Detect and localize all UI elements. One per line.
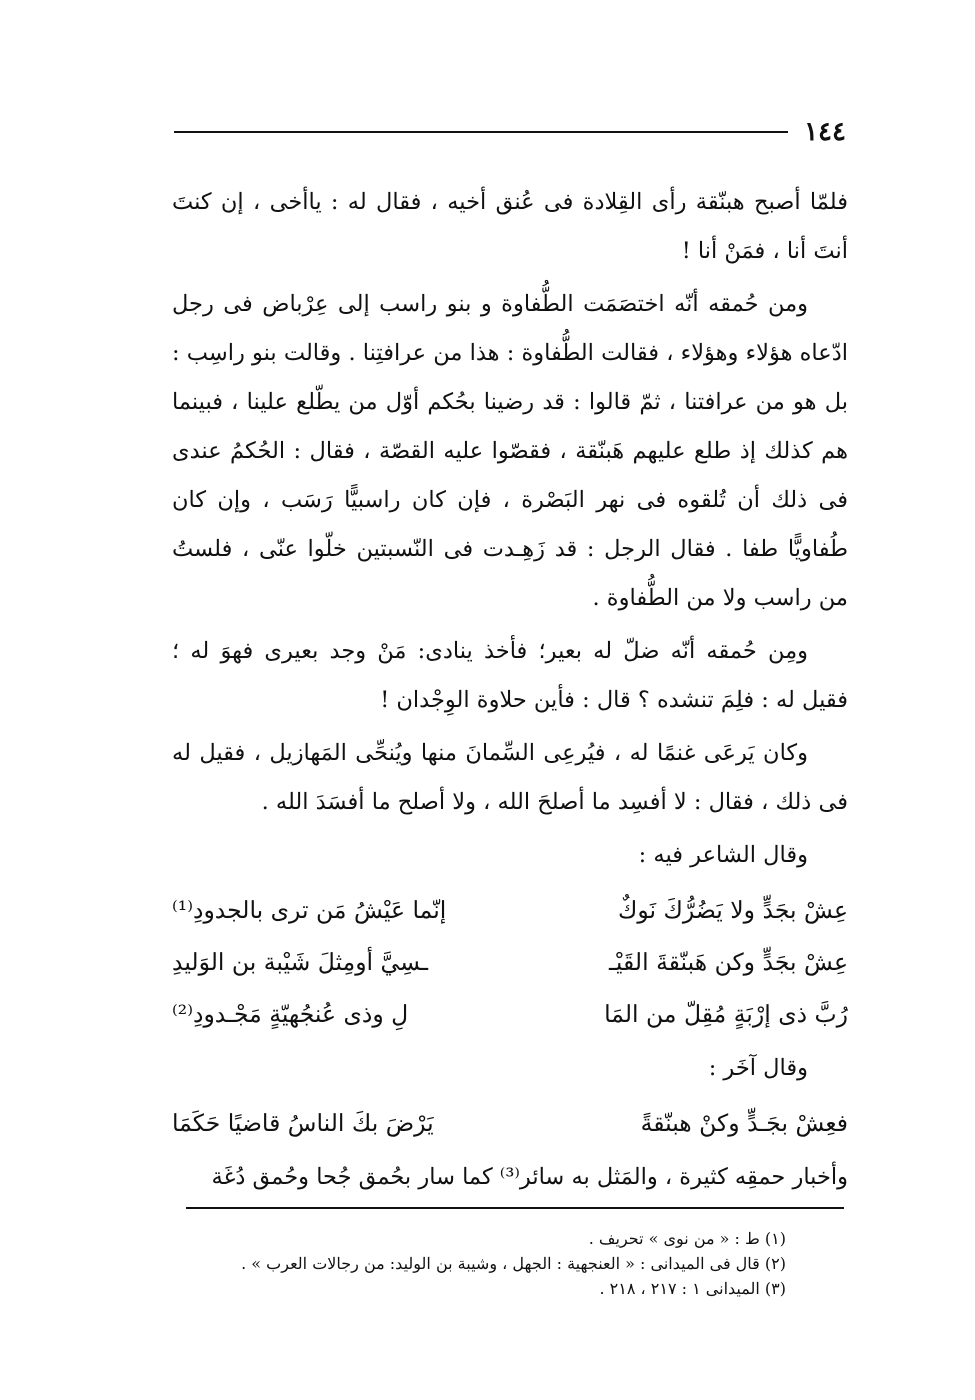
verse-list	[172, 884, 848, 1040]
footnote: (٣) الميدانى ١ : ٢١٧ ، ٢١٨ .	[599, 1279, 786, 1298]
main-text	[172, 178, 848, 1202]
footnotes	[186, 1226, 786, 1301]
paragraph: فلمّا أصبح هبنّقة رأى القِلادة فى عُنق أخيه ، فقال له : ياأخى ، إن كنتَ أنتَ أنا ، فمَنْ أنا !	[172, 189, 848, 264]
verse-line	[172, 936, 848, 988]
verse-line	[172, 1097, 848, 1149]
paragraph: ومن حُمقه أنّه اختصَمَت الطُّفاوة و بنو راسب إلى عِرْباض فى رجل ادّعاه هؤلاء وهؤلاء ، فقالت الطُّفاوة : هذا من عرافتِنا . وقالت بنو راسِب : بل هو من عرافتنا ، ثمّ قالوا : قد رضينا بحُكم أوّل من يطّلع علينا ، فبينما هم كذلك إذ طلع عليهم هَبنّقة ، فقصّوا عليه القصّة ، فقال : الحُكمُ عندى فى ذلك أن تُلقوه فى نهر البَصْرة ، فإن كان راسبيًّا رَسَب ، وإن كان طُفاويًّا طفا . فقال الرجل : قد زَهِـدت فى النّسبتين خلّوا عنّى ، فلستُ من راسب ولا من الطُّفاوة .	[172, 291, 848, 611]
hemistich-first: رُبَّ ذى إرْبَةٍ مُقِلّ من المَا	[604, 1000, 848, 1028]
poet-intro: وقال الشاعر فيه :	[638, 842, 808, 868]
hemistich-second: إنّما عَيْشُ مَن ترى بالجدودِ⁽¹⁾	[172, 896, 447, 924]
verse-list	[172, 1097, 848, 1149]
header-rule	[174, 131, 788, 133]
paragraph: وكان يَرعَى غنمًا له ، فيُرعِى السِّمانَ منها ويُنحِّى المَهازيل ، فقيل له فى ذلك ، فقال : لا أفسِد ما أصلحَ الله ، ولا أصلح ما أفسَدَ الله .	[172, 740, 848, 815]
hemistich-second: لِ وذى عُنجُهيّةٍ مَجْـدودِ⁽²⁾	[172, 1000, 409, 1028]
hemistich-first: عِشْ بجَدٍّ ولا يَضُرُّكَ نَوكٌ	[618, 896, 848, 924]
paragraph: ومِن حُمقه أنّه ضلّ له بعير؛ فأخذ ينادى: مَنْ وجد بعيرى فهوَ له ؛ فقيل له : فلِمَ تنشده ؟ قال : فأين حلاوة الوِجْدان !	[172, 638, 848, 713]
verse-line	[172, 884, 848, 936]
footnote-rule	[186, 1207, 844, 1209]
hemistich-second: ـسِيَّ أومِثلَ شَيْبة بن الوَليدِ	[172, 948, 428, 976]
page-header	[174, 112, 846, 152]
poet-intro: وقال آخَر :	[708, 1055, 808, 1081]
hemistich-first: عِشْ بجَدٍّ وكن هَبنّقةَ القَيْـ	[609, 948, 848, 976]
hemistich-second: يَرْضَ بكَ الناسُ قاضيًا حَكَمَا	[172, 1109, 434, 1137]
footnote: (٢) قال فى الميدانى : « العنجهية : الجهل ، وشيبة بن الوليد: من رجالات العرب » .	[241, 1254, 786, 1273]
page-number: ١٤٤	[804, 117, 846, 147]
closing-line: وأخبار حمقِه كثيرة ، والمَثل به سائر⁽³⁾ كما سار بحُمق جُحا وحُمق دُغَة	[211, 1164, 848, 1190]
hemistich-first: فعِشْ بجَـدٍّ وكنْ هبنّقةً	[640, 1109, 848, 1137]
footnote: (١) ط : « من نوى » تحريف .	[588, 1229, 786, 1248]
verse-line	[172, 988, 848, 1040]
